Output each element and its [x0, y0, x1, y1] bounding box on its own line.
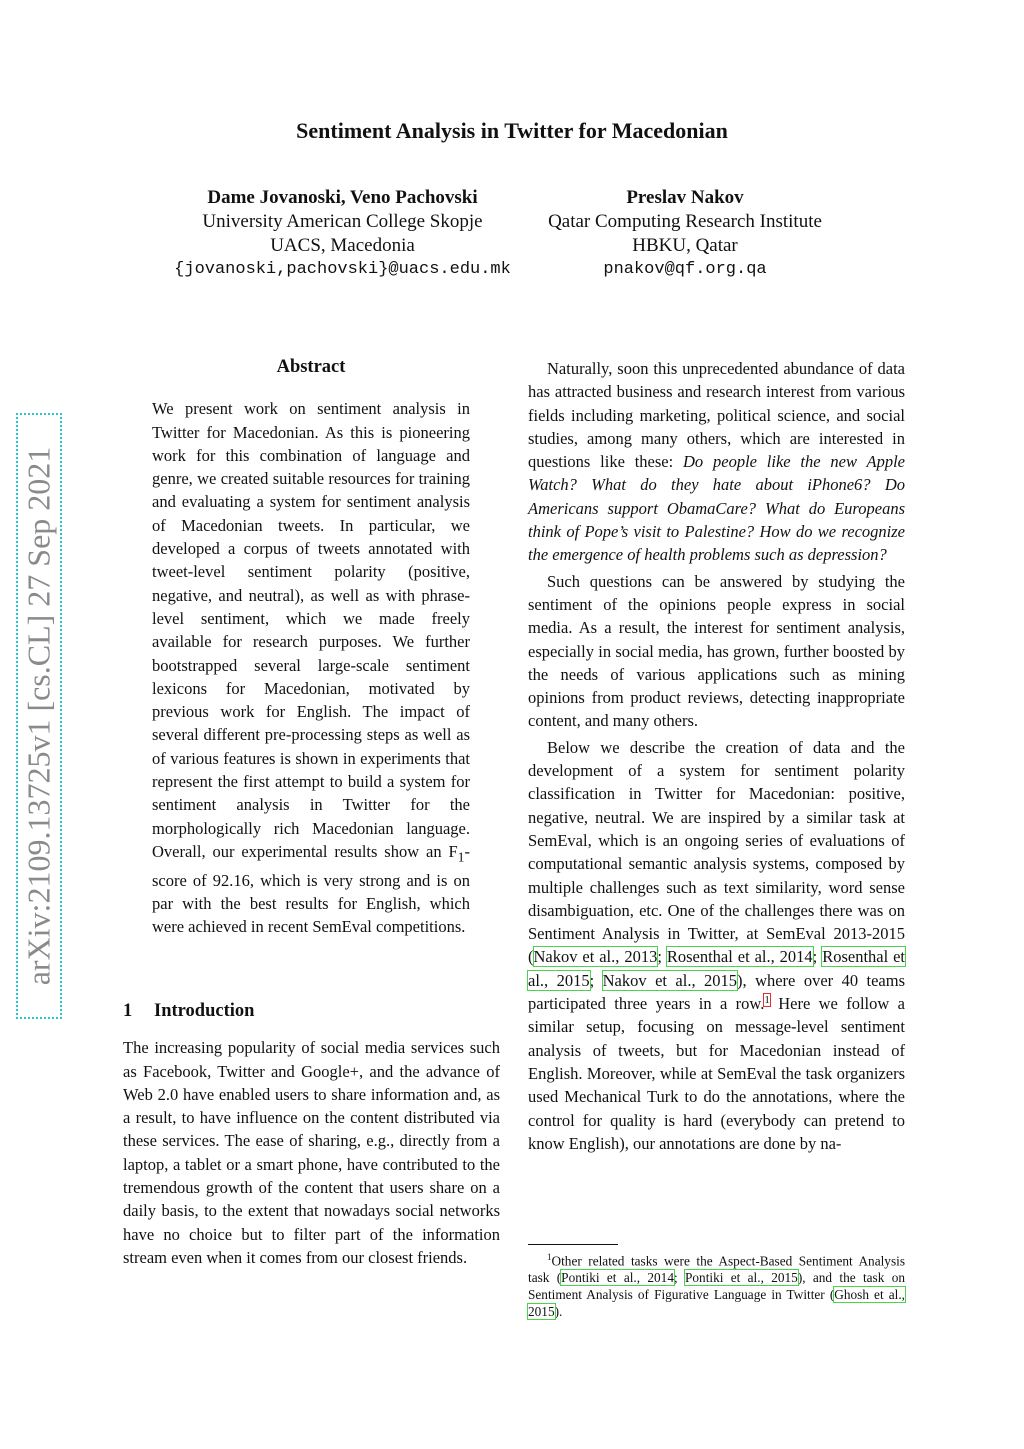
- author-names: Preslav Nakov: [626, 187, 744, 208]
- citation-link[interactable]: Rosenthal et al., 2014: [666, 947, 813, 967]
- paper-title: Sentiment Analysis in Twitter for Macedonian: [296, 118, 728, 143]
- author-location: HBKU, Qatar: [632, 235, 738, 256]
- author-names: Dame Jovanoski, Veno Pachovski: [207, 187, 478, 208]
- introduction-paragraph: The increasing popularity of social media services such as Facebook, Twitter and Google+, and the advance of Web 2.0 have enabled users to share information and, as a result, to have influence on the content distributed via these services. The ease of sharing, e.g., directly from a laptop, a tablet or a smart phone, have contributed to the tremendous growth of the content that users share on a daily basis, to the extent that nowadays social networks have no choice but to filter part of the information stream even when it comes from our closest friends.: [123, 1038, 500, 1267]
- f-subscript: 1: [457, 849, 465, 865]
- author-location: UACS, Macedonia: [270, 235, 415, 256]
- footnote-mark: 1: [547, 1252, 552, 1262]
- abstract-heading: Abstract: [276, 357, 346, 377]
- author-email: pnakov@qf.org.qa: [603, 260, 767, 279]
- author-block-left: [120, 186, 565, 282]
- introduction-section: [123, 1000, 500, 1269]
- citation-link[interactable]: Pontiki et al., 2014: [561, 1270, 674, 1286]
- abstract-section: [152, 356, 470, 938]
- footnote-divider: [528, 1244, 618, 1245]
- footnote-reference-link[interactable]: 1: [764, 993, 770, 1006]
- introduction-heading: [123, 1000, 500, 1023]
- abstract-text: We present work on sentiment analysis in Twitter for Macedonian. As this is pioneering work for this combination of language and genre, we created suitable resources for training and evaluating a system for sentiment analysis of Macedonian tweets. In particular, we developed a corpus of tweets annotated with tweet-level sentiment polarity (positive, negative, and neutral), as well as with phrase-level sentiment, which we made freely available for research purposes. We further bootstrapped several large-scale sentiment lexicons for Macedonian, motivated by previous work for English. The impact of several different pre-processing steps as well as of various features is shown in experiments that represent the first attempt to build a system for sentiment analysis in Twitter for the morphologically rich Macedonian language. Overall, our experimental results show an $F_1$-score of 92.16, which is very strong and is on par with the best results for English, which were achieved in recent SemEval competitions.: [152, 399, 470, 937]
- right-column: [528, 357, 905, 1155]
- section-title: Introduction: [154, 1001, 255, 1021]
- arxiv-identifier-stamp[interactable]: [16, 413, 62, 1019]
- author-affiliation: University American College Skopje: [202, 211, 483, 232]
- paragraph-motivation: Naturally, soon this unprecedented abundance of data has attracted business and research interest from various fields including marketing, political science, and social studies, among many others, which are interested in questions like these: Do people like the new Apple Watch? What do they hate about iPhone6? Do Americans support ObamaCare? What do Europeans think of Pope’s visit to Palestine? How do we recognize the emergence of health problems such as depression?: [528, 359, 905, 565]
- citation-link[interactable]: Rosenthal et al., 2015: [528, 947, 906, 990]
- footnote: $^1$Other related tasks were the Aspect-Based Sentiment Analysis task (Pontiki et al., 2014; Pontiki et al., 2015), and the task on Sentiment Analysis of Figurative Language in Twitter (Ghosh et al., 2015).: [528, 1252, 905, 1320]
- example-questions: Do people like the new Apple Watch? What do they hate about iPhone6? Do Americans support ObamaCare? What do Europeans think of Pope’s visit to Palestine? How do we recognize the emergence of health problems such as depression?: [528, 452, 905, 565]
- citation-link[interactable]: Ghosh et al., 2015: [528, 1287, 905, 1320]
- citation-link[interactable]: Pontiki et al., 2015: [685, 1270, 798, 1286]
- arxiv-identifier-text: arXiv:2109.13725v1 [cs.CL] 27 Sep 2021: [20, 446, 57, 986]
- section-number: 1: [123, 1001, 133, 1021]
- author-email: {jovanoski,pachovski}@uacs.edu.mk: [174, 260, 511, 279]
- paragraph-applications: Such questions can be answered by studying the sentiment of the opinions people express in social media. As a result, the interest for sentiment analysis, especially in social media, has grown, further boosted by the needs of various applications such as mining opinions from product reviews, detecting inappropriate content, and many others.: [528, 571, 905, 731]
- author-block-right: [530, 186, 840, 282]
- author-affiliation: Qatar Computing Research Institute: [548, 211, 822, 232]
- citation-link[interactable]: Nakov et al., 2015: [602, 970, 738, 990]
- paragraph-task-description: Below we describe the creation of data and the development of a system for sentiment polarity classification in Twitter for Macedonian: positive, negative, neutral. We are inspired by a similar task at SemEval, which is an ongoing series of evaluations of computational semantic analysis systems, composed by multiple challenges such as text similarity, word sense disambiguation, etc. One of the challenges there was on Sentiment Analysis in Twitter, at SemEval 2013-2015 (Nakov et al., 2013; Rosenthal et al., 2014; Rosenthal et al., 2015; Nakov et al., 2015), where over 40 teams participated three years in a row.$^1$ Here we follow a similar setup, focusing on message-level sentiment analysis of tweets, but for Macedonian instead of English. Moreover, while at SemEval the task organizers used Mechanical Turk to do the annotations, where the control for quality is hard (everybody can pretend to know English), our annotations are done by na-: [528, 737, 906, 1153]
- citation-link[interactable]: Nakov et al., 2013: [533, 947, 658, 967]
